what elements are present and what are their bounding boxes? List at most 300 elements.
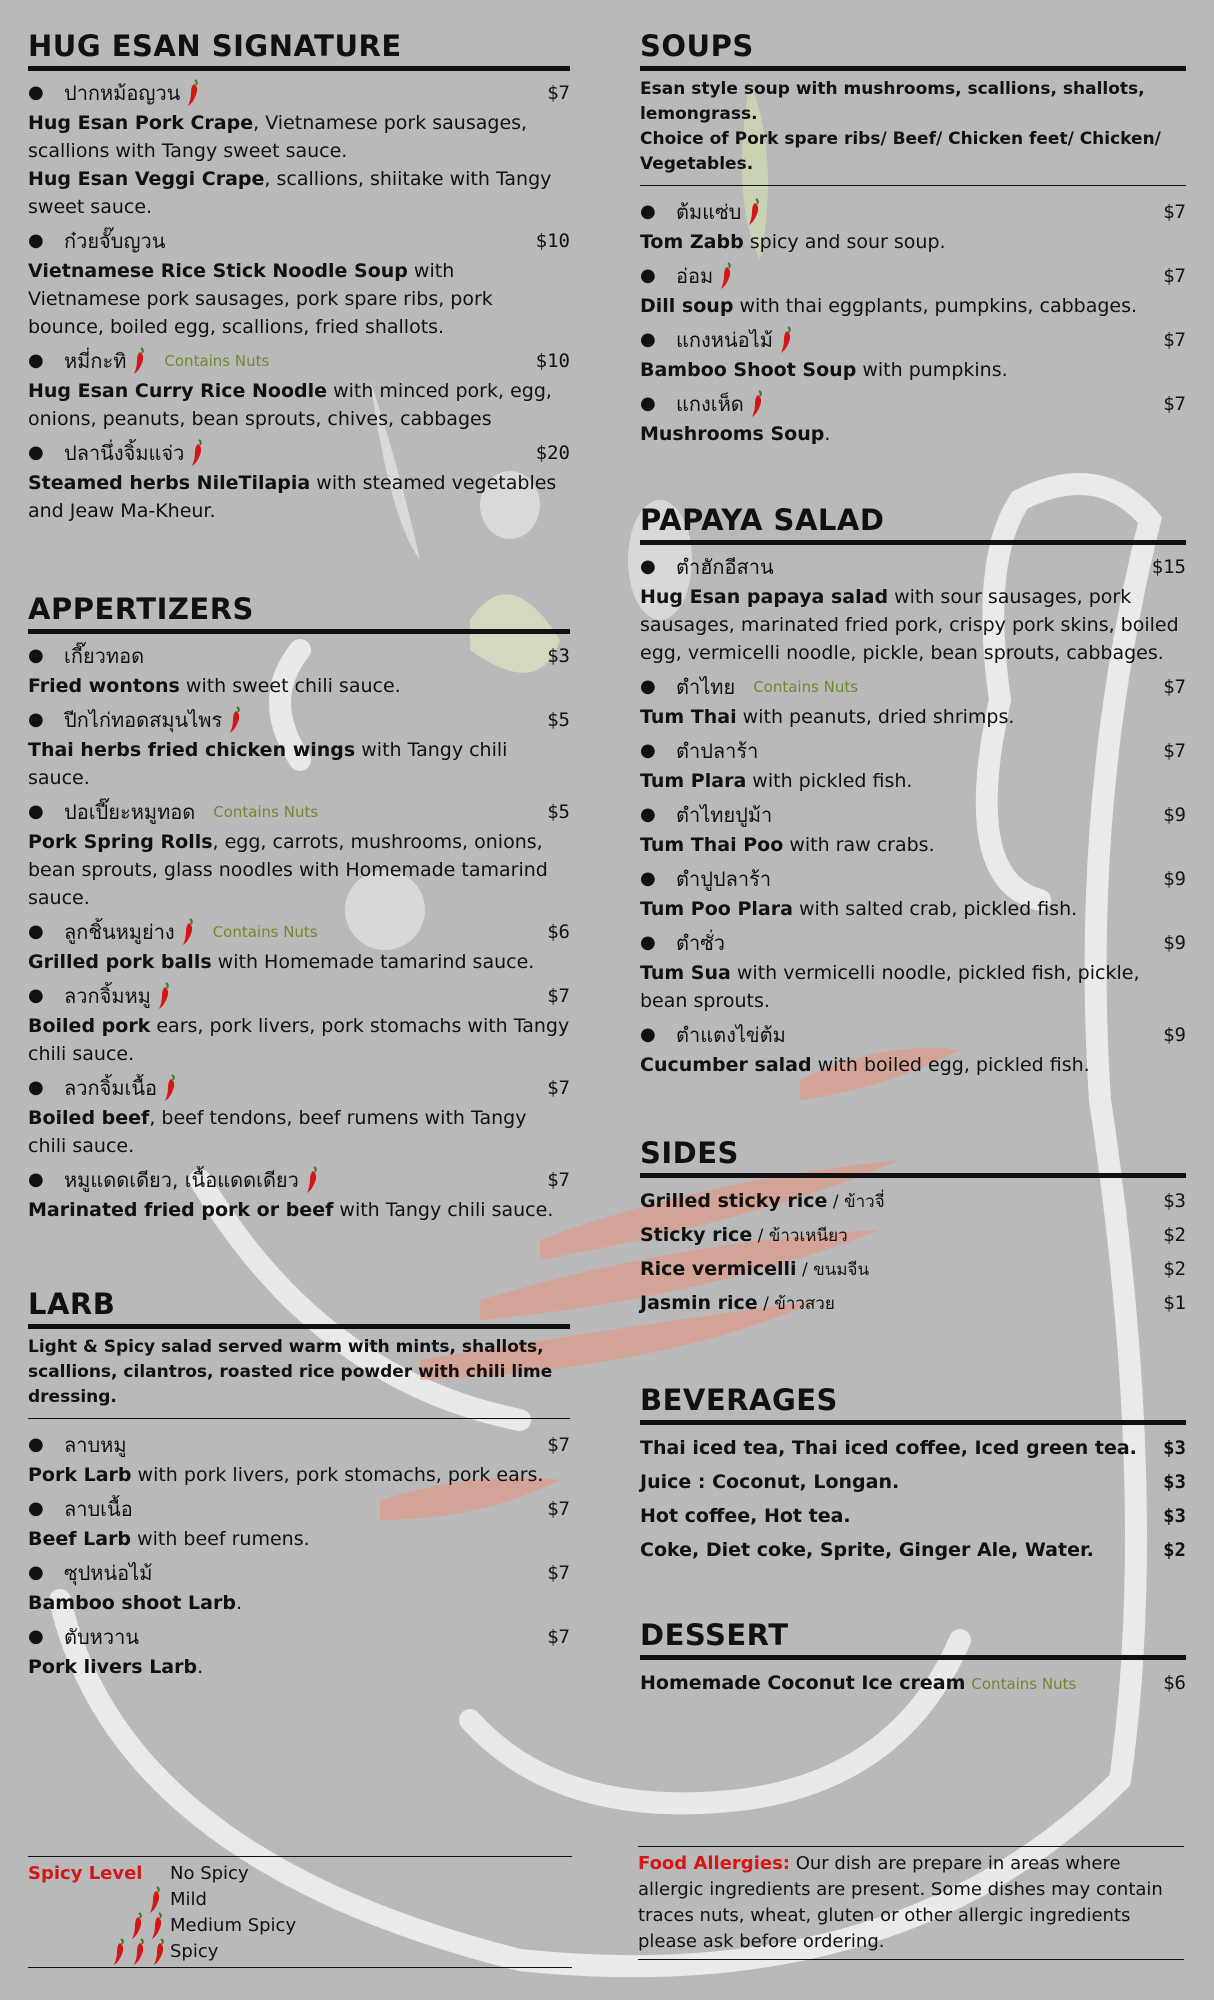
- menu-item-heading: [28, 1164, 319, 1196]
- menu-item[interactable]: [640, 863, 1186, 923]
- menu-item-header: [640, 551, 1186, 583]
- spicy-level-label: Medium Spicy: [170, 1915, 297, 1936]
- contains-nuts-note: Contains Nuts: [212, 923, 318, 941]
- appetizers-section: [28, 591, 570, 1224]
- bullet-icon: ●: [28, 1169, 44, 1190]
- side-item-thai-name: / ข้าวสวย: [757, 1293, 835, 1314]
- menu-item-heading: [640, 927, 725, 959]
- menu-item-description: [28, 1525, 570, 1553]
- menu-item-description: [28, 1012, 570, 1068]
- menu-item-ingredients: with beef rumens.: [131, 1528, 310, 1550]
- menu-item-header: [28, 345, 570, 377]
- spicy-level-chilis: [142, 1886, 162, 1914]
- menu-item-heading: [640, 260, 733, 292]
- menu-item-description: [28, 257, 570, 341]
- menu-item-heading: [28, 980, 171, 1012]
- menu-item-heading: [640, 1019, 786, 1051]
- chili-pepper-icon: [132, 1938, 146, 1966]
- menu-item-description: [640, 583, 1186, 667]
- left-column: [28, 28, 570, 1685]
- menu-item-header: [640, 927, 1186, 959]
- menu-item-thai-name: หมี่กะทิ: [64, 349, 127, 373]
- menu-item[interactable]: [640, 388, 1186, 448]
- spicy-level-chilis: [124, 1912, 164, 1940]
- menu-item-price: $15: [1151, 556, 1186, 578]
- menu-item-heading: [640, 735, 758, 767]
- menu-item-thai-name: ปอเปี๊ยะหมูทอด: [64, 800, 196, 824]
- menu-item-header: [28, 704, 570, 736]
- spicy-level-chilis: [106, 1938, 166, 1966]
- menu-item-header: [28, 640, 570, 672]
- menu-item[interactable]: [640, 551, 1186, 667]
- menu-item-header: [28, 1429, 570, 1461]
- menu-item-heading: [640, 551, 774, 583]
- menu-item-thai-name: ลาบหมู: [64, 1433, 127, 1457]
- bullet-icon: ●: [28, 709, 44, 730]
- appetizer-items: [28, 640, 570, 1224]
- bullet-icon: ●: [28, 1498, 44, 1519]
- section-rule: [28, 629, 570, 634]
- menu-item-thai-name: เกี๊ยวทอด: [64, 644, 145, 668]
- side-item-name: Rice vermicelli: [640, 1257, 797, 1280]
- menu-item-thai-name: แกงหน่อไม้: [676, 328, 773, 352]
- menu-item-header: [28, 1164, 570, 1196]
- menu-item-description: [640, 356, 1186, 384]
- side-item[interactable]: [640, 1218, 1186, 1252]
- menu-item-header: [28, 1557, 570, 1589]
- section-title-papaya: PAPAYA SALAD: [640, 503, 885, 537]
- menu-item-ingredients: with boiled egg, pickled fish.: [811, 1054, 1090, 1076]
- menu-item-english-name: Cucumber salad: [640, 1054, 812, 1076]
- menu-item-price: $3: [547, 645, 570, 667]
- menu-item-ingredients: with thai eggplants, pumpkins, cabbages.: [733, 295, 1138, 317]
- chili-pepper-icon: [305, 1166, 319, 1194]
- chili-pepper-icon: [181, 918, 195, 946]
- menu-item-ingredients: with sour sausages, pork sausages, marinated fried pork, crispy pork skins, boiled egg, vermicelli noodle, pickle, bean sprouts, cabbages.: [640, 586, 1179, 664]
- menu-item-description: [28, 1461, 570, 1489]
- menu-item-ingredients: with sweet chili sauce.: [179, 675, 401, 697]
- menu-item-english-name: Marinated fried pork or beef: [28, 1199, 334, 1221]
- menu-item-price: $7: [547, 1562, 570, 1584]
- menu-item-ingredients: with Tangy chili sauce.: [333, 1199, 554, 1221]
- beverage-name: Coke, Diet coke, Sprite, Ginger Ale, Water.: [640, 1539, 1094, 1561]
- menu-item[interactable]: [640, 324, 1186, 384]
- menu-item-description: [640, 292, 1186, 320]
- sides-items: [640, 1184, 1186, 1320]
- menu-item-header: [640, 799, 1186, 831]
- menu-item-thai-name: อ่อม: [676, 264, 714, 288]
- spicy-level-label: No Spicy: [170, 1863, 249, 1884]
- section-rule: [640, 1173, 1186, 1178]
- menu-item[interactable]: [640, 260, 1186, 320]
- side-item-price: $2: [1163, 1224, 1186, 1246]
- contains-nuts-note: Contains Nuts: [753, 678, 859, 696]
- menu-item-english-name: Grilled pork balls: [28, 951, 212, 973]
- menu-item-ingredients: , egg, carrots, mushrooms, onions, bean sprouts, glass noodles with Homemade tamarind sauce.: [28, 831, 548, 909]
- menu-item-english-name: Boiled pork: [28, 1015, 151, 1037]
- menu-item-ingredients: , beef tendons, beef rumens with Tangy chili sauce.: [28, 1107, 527, 1157]
- allergy-bottom-rule: [638, 1959, 1184, 1960]
- menu-item[interactable]: [28, 1621, 570, 1681]
- menu-item-ingredients: , Vietnamese pork sausages, scallions with Tangy sweet sauce.: [28, 112, 528, 162]
- menu-item-header: [640, 324, 1186, 356]
- menu-item-ingredients: with Tangy chili sauce.: [28, 739, 508, 789]
- contains-nuts-note: Contains Nuts: [164, 352, 270, 370]
- beverages-section: [640, 1382, 1186, 1567]
- section-title-appetizers: APPERTIZERS: [28, 592, 254, 626]
- dessert-section: [640, 1617, 1186, 1700]
- section-title-sides: SIDES: [640, 1136, 739, 1170]
- menu-item-description: [28, 1104, 570, 1160]
- bullet-icon: ●: [640, 1024, 656, 1045]
- menu-item-description: [28, 165, 570, 221]
- menu-item-description: [28, 828, 570, 912]
- menu-item-heading: [28, 796, 318, 828]
- contains-nuts-note: Contains Nuts: [213, 803, 319, 821]
- menu-item-header: [640, 196, 1186, 228]
- menu-item-english-name: Boiled beef: [28, 1107, 150, 1129]
- menu-item-ingredients: with raw crabs.: [783, 834, 935, 856]
- side-item[interactable]: [640, 1286, 1186, 1320]
- bullet-icon: ●: [640, 556, 656, 577]
- bullet-icon: ●: [640, 804, 656, 825]
- bullet-icon: ●: [28, 645, 44, 666]
- menu-item-english-name: Hug Esan papaya salad: [640, 586, 889, 608]
- menu-item[interactable]: [640, 196, 1186, 256]
- side-item[interactable]: [640, 1252, 1186, 1286]
- menu-item-description: [640, 959, 1186, 1015]
- bullet-icon: ●: [28, 442, 44, 463]
- spicy-level-label: Spicy: [170, 1941, 219, 1962]
- menu-item-ingredients: .: [824, 423, 831, 445]
- beverage-price: $2: [1163, 1539, 1186, 1561]
- side-item-name: Grilled sticky rice: [640, 1189, 828, 1212]
- menu-item[interactable]: [28, 1164, 570, 1224]
- menu-item-description: [28, 377, 570, 433]
- menu-item-thai-name: ตับหวาน: [64, 1625, 139, 1649]
- section-title-signature: HUG ESAN SIGNATURE: [28, 29, 402, 63]
- menu-item-price: $9: [1163, 804, 1186, 826]
- menu-item[interactable]: [28, 225, 570, 341]
- chili-pepper-icon: [112, 1938, 126, 1966]
- side-item-label: [640, 1184, 885, 1219]
- chili-pepper-icon: [148, 1886, 162, 1914]
- beverage-item[interactable]: [640, 1533, 1186, 1567]
- menu-item-header: [640, 1019, 1186, 1051]
- beverage-name: Thai iced tea, Thai iced coffee, Iced green tea.: [640, 1437, 1137, 1459]
- menu-item[interactable]: [28, 980, 570, 1068]
- bullet-icon: ●: [640, 201, 656, 222]
- papaya-section: [640, 502, 1186, 1079]
- menu-item-price: $7: [1163, 740, 1186, 762]
- menu-item-heading: [28, 225, 165, 257]
- menu-item-ingredients: with minced pork, egg, onions, peanuts, bean sprouts, chives, cabbages: [28, 380, 552, 430]
- side-item-thai-name: / ข้าวเหนียว: [752, 1225, 848, 1246]
- menu-item-ingredients: with vermicelli noodle, pickled fish, pickle, bean sprouts.: [640, 962, 1140, 1012]
- menu-item-heading: [640, 863, 771, 895]
- side-item-thai-name: / ขนมจีน: [796, 1259, 870, 1280]
- menu-item[interactable]: [28, 1429, 570, 1489]
- menu-item-description: [28, 672, 570, 700]
- menu-item[interactable]: [28, 916, 570, 976]
- chili-pepper-icon: [132, 347, 146, 375]
- menu-item-price: $10: [535, 350, 570, 372]
- menu-item-price: $7: [547, 1077, 570, 1099]
- menu-item-thai-name: ลาบเนื้อ: [64, 1497, 133, 1521]
- menu-item-english-name: Mushrooms Soup: [640, 423, 825, 445]
- section-rule: [28, 66, 570, 71]
- soup-items: [640, 196, 1186, 448]
- section-title-soups: SOUPS: [640, 29, 754, 63]
- chili-pepper-icon: [150, 1912, 164, 1940]
- menu-item-thai-name: ตำไทยปูม้า: [676, 803, 773, 827]
- menu-item[interactable]: [28, 345, 570, 433]
- chili-pepper-icon: [163, 1074, 177, 1102]
- bullet-icon: ●: [640, 265, 656, 286]
- menu-item-ingredients: with Vietnamese pork sausages, pork spare ribs, pork bounce, boiled egg, scallions, fried shallots.: [28, 260, 493, 338]
- menu-item-description: [28, 1196, 570, 1224]
- menu-item-price: $5: [547, 801, 570, 823]
- menu-item-ingredients: with pickled fish.: [746, 770, 913, 792]
- chili-pepper-icon: [228, 706, 242, 734]
- chili-pepper-icon: [190, 439, 204, 467]
- menu-item-english-name: Pork Spring Rolls: [28, 831, 213, 853]
- sides-section: [640, 1135, 1186, 1320]
- spicy-legend: [28, 1856, 572, 1968]
- menu-item-header: [28, 980, 570, 1012]
- menu-item-english-name: Hug Esan Pork Crape: [28, 112, 254, 134]
- chili-pepper-icon: [157, 982, 171, 1010]
- menu-item-price: $7: [547, 1498, 570, 1520]
- menu-item-thai-name: ลวกจิ้มเนื้อ: [64, 1076, 158, 1100]
- menu-item-english-name: Bamboo Shoot Soup: [640, 359, 857, 381]
- allergy-text: [638, 1847, 1184, 1959]
- bullet-icon: ●: [28, 801, 44, 822]
- menu-item[interactable]: [28, 704, 570, 792]
- menu-item-header: [640, 260, 1186, 292]
- menu-item-price: $20: [535, 442, 570, 464]
- menu-item-header: [640, 388, 1186, 420]
- bullet-icon: ●: [640, 676, 656, 697]
- menu-item-price: $5: [547, 709, 570, 731]
- menu-item-english-name: Beef Larb: [28, 1528, 132, 1550]
- contains-nuts-note: Contains Nuts: [971, 1674, 1077, 1693]
- menu-item-description: [28, 469, 570, 525]
- menu-item[interactable]: [28, 1072, 570, 1160]
- menu-item-header: [28, 437, 570, 469]
- menu-item-ingredients: .: [197, 1656, 204, 1678]
- menu-item[interactable]: [28, 1493, 570, 1553]
- beverage-item[interactable]: [640, 1499, 1186, 1533]
- chili-pepper-icon: [747, 198, 761, 226]
- menu-item-header: [28, 1493, 570, 1525]
- bullet-icon: ●: [640, 740, 656, 761]
- menu-item-english-name: Hug Esan Veggi Crape: [28, 168, 265, 190]
- menu-item-ingredients: , scallions, shiitake with Tangy sweet sauce.: [28, 168, 552, 218]
- bullet-icon: ●: [640, 329, 656, 350]
- beverage-item[interactable]: [640, 1465, 1186, 1499]
- menu-item-price: $7: [1163, 265, 1186, 287]
- beverage-price: $3: [1163, 1437, 1186, 1459]
- menu-item-heading: [28, 916, 318, 948]
- menu-item[interactable]: [640, 927, 1186, 1015]
- bullet-icon: ●: [28, 350, 44, 371]
- menu-item-description: [640, 895, 1186, 923]
- menu-item[interactable]: [640, 799, 1186, 859]
- menu-item-heading: [28, 704, 242, 736]
- menu-item-english-name: Dill soup: [640, 295, 734, 317]
- menu-item[interactable]: [640, 735, 1186, 795]
- menu-item-heading: [28, 1557, 152, 1589]
- menu-item-thai-name: ปลานึ่งจิ้มแจ่ว: [64, 441, 185, 465]
- bullet-icon: ●: [28, 985, 44, 1006]
- menu-item-english-name: Steamed herbs NileTilapia: [28, 472, 311, 494]
- menu-item-heading: [640, 196, 761, 228]
- menu-item-description: [640, 1051, 1186, 1079]
- dessert-item[interactable]: [640, 1666, 1186, 1700]
- section-title-dessert: DESSERT: [640, 1618, 789, 1652]
- chili-pepper-icon: [186, 79, 200, 107]
- side-item-label: [640, 1218, 848, 1253]
- menu-item-thai-name: ตำซั่ว: [676, 931, 726, 955]
- menu-item[interactable]: [28, 1557, 570, 1617]
- menu-item-description: [640, 420, 1186, 448]
- menu-item-thai-name: ตำปลาร้า: [676, 739, 759, 763]
- side-item-name: Sticky rice: [640, 1223, 753, 1246]
- menu-item-ingredients: with pork livers, pork stomachs, pork ears.: [131, 1464, 544, 1486]
- menu-item-english-name: Thai herbs fried chicken wings: [28, 739, 356, 761]
- menu-item-thai-name: ตำฮักอีสาน: [676, 555, 774, 579]
- allergy-body: Our dish are prepare in areas where allergic ingredients are present. Some dishes may contain traces nuts, wheat, gluten or other allergic ingredients please ask before ordering.: [638, 1853, 1163, 1952]
- menu-item-price: $6: [547, 921, 570, 943]
- menu-item-header: [640, 863, 1186, 895]
- menu-item[interactable]: [640, 1019, 1186, 1079]
- menu-item-english-name: Tom Zabb: [640, 231, 744, 253]
- section-rule: [640, 66, 1186, 71]
- menu-item-heading: [28, 640, 144, 672]
- bullet-icon: ●: [640, 932, 656, 953]
- larb-section: [28, 1286, 570, 1681]
- menu-item-english-name: Vietnamese Rice Stick Noodle Soup: [28, 260, 408, 282]
- menu-item-heading: [640, 388, 764, 420]
- menu-item-header: [28, 225, 570, 257]
- menu-item-ingredients: with salted crab, pickled fish.: [792, 898, 1078, 920]
- section-title-larb: LARB: [28, 1287, 116, 1321]
- menu-item-english-name: Tum Thai: [640, 706, 737, 728]
- menu-item-heading: [28, 437, 204, 469]
- menu-item-english-name: Tum Poo Plara: [640, 898, 793, 920]
- larb-items: [28, 1429, 570, 1681]
- menu-item-thai-name: ปีกไก่ทอดสมุนไพร: [64, 708, 223, 732]
- side-item-price: $1: [1163, 1292, 1186, 1314]
- side-item[interactable]: [640, 1184, 1186, 1218]
- menu-item-description: [28, 736, 570, 792]
- menu-item-heading: [28, 77, 200, 109]
- beverage-item[interactable]: [640, 1431, 1186, 1465]
- menu-item[interactable]: [28, 437, 570, 525]
- menu-item-english-name: Tum Plara: [640, 770, 747, 792]
- menu-item[interactable]: [28, 796, 570, 912]
- side-item-name: Jasmin rice: [640, 1291, 758, 1314]
- beverage-price: $3: [1163, 1471, 1186, 1493]
- chili-pepper-icon: [152, 1938, 166, 1966]
- menu-item-thai-name: ปากหม้อญวน: [64, 81, 181, 105]
- section-title-beverages: BEVERAGES: [640, 1383, 838, 1417]
- spicy-level-label: Mild: [170, 1889, 207, 1910]
- menu-item-description: [640, 228, 1186, 256]
- soups-section: [640, 28, 1186, 448]
- bullet-icon: ●: [28, 1626, 44, 1647]
- chili-pepper-icon: [750, 390, 764, 418]
- menu-item-thai-name: ก๋วยจั๊บญวน: [64, 229, 166, 253]
- menu-item-ingredients: with peanuts, dried shrimps.: [736, 706, 1015, 728]
- section-thin-rule: [640, 185, 1186, 186]
- menu-item-price: $7: [547, 985, 570, 1007]
- menu-item-thai-name: ลูกชิ้นหมูย่าง: [64, 920, 175, 944]
- dessert-items: [640, 1666, 1186, 1700]
- menu-item-thai-name: ลวกจิ้มหมู: [64, 984, 151, 1008]
- menu-item-header: [28, 796, 570, 828]
- menu-item-ingredients: with Homemade tamarind sauce.: [211, 951, 535, 973]
- menu-item-ingredients: with steamed vegetables and Jeaw Ma-Kheur.: [28, 472, 557, 522]
- menu-item-thai-name: ตำแตงไข่ต้ม: [676, 1023, 786, 1047]
- menu-item-description: [28, 109, 570, 165]
- menu-item-description: [640, 831, 1186, 859]
- menu-item-ingredients: ears, pork livers, pork stomachs with Tangy chili sauce.: [28, 1015, 570, 1065]
- menu-item[interactable]: [28, 77, 570, 221]
- soups-description: Esan style soup with mushrooms, scallions, shallots, lemongrass.: [640, 79, 1145, 124]
- menu-item-thai-name: ซุปหน่อไม้: [64, 1561, 153, 1585]
- menu-item-ingredients: .: [235, 1592, 243, 1614]
- menu-item-price: $7: [1163, 676, 1186, 698]
- side-item-label: [640, 1252, 869, 1287]
- menu-item-price: $9: [1163, 1024, 1186, 1046]
- menu-item-price: $7: [1163, 393, 1186, 415]
- spicy-level-title: Spicy Level: [28, 1863, 143, 1884]
- menu-item-english-name: Pork Larb: [28, 1464, 132, 1486]
- menu-item-header: [28, 1072, 570, 1104]
- signature-items: [28, 77, 570, 525]
- bullet-icon: ●: [28, 82, 44, 103]
- menu-item-description: [28, 948, 570, 976]
- menu-item-header: [28, 77, 570, 109]
- legend-body: [28, 1857, 572, 1967]
- menu-item-heading: [640, 799, 772, 831]
- food-allergies-note: [638, 1846, 1184, 1960]
- dessert-price: $6: [1163, 1672, 1186, 1694]
- menu-item-price: $7: [547, 82, 570, 104]
- right-column: [640, 28, 1186, 1700]
- section-rule: [640, 540, 1186, 545]
- menu-item[interactable]: [28, 640, 570, 700]
- menu-item[interactable]: [640, 671, 1186, 731]
- menu-item-ingredients: spicy and sour soup.: [743, 231, 946, 253]
- section-thin-rule: [28, 1418, 570, 1419]
- menu-item-header: [640, 671, 1186, 703]
- menu-item-price: $9: [1163, 868, 1186, 890]
- legend-bottom-rule: [28, 1967, 572, 1968]
- menu-item-header: [640, 735, 1186, 767]
- side-item-thai-name: / ข้าวจี่: [827, 1191, 885, 1212]
- bullet-icon: ●: [28, 1562, 44, 1583]
- beverage-price: $3: [1163, 1505, 1186, 1527]
- beverage-items: [640, 1431, 1186, 1567]
- allergy-label: Food Allergies:: [638, 1853, 790, 1874]
- side-item-price: $2: [1163, 1258, 1186, 1280]
- menu-item-price: $7: [1163, 329, 1186, 351]
- bullet-icon: ●: [28, 1434, 44, 1455]
- menu-item-description: [640, 767, 1186, 795]
